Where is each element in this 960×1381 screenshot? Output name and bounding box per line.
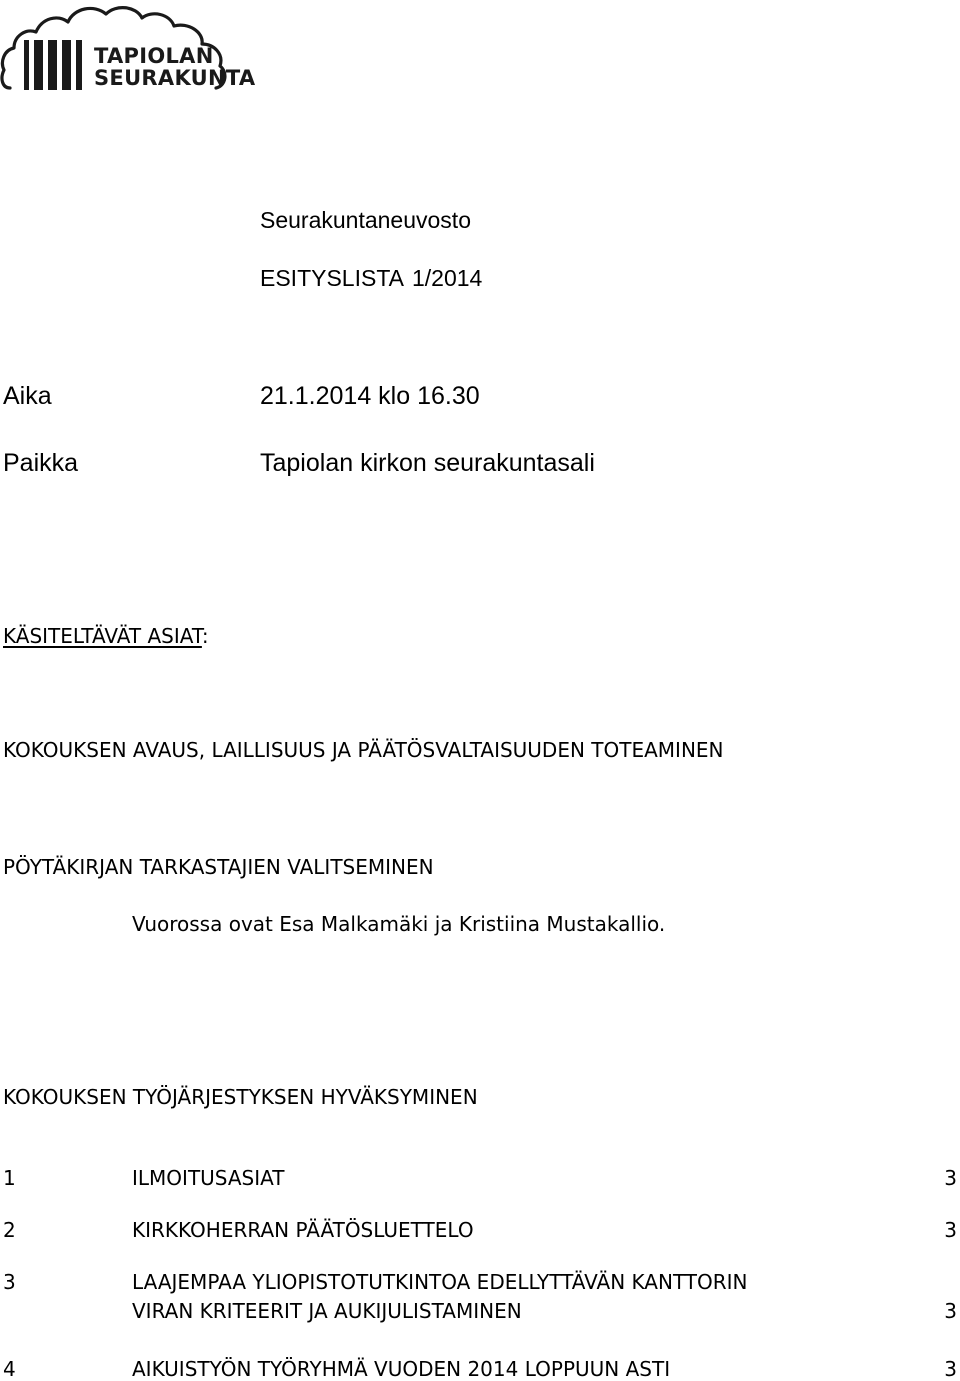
item-page: 3 — [944, 1218, 957, 1242]
item-title: AIKUISTYÖN TYÖRYHMÄ VUODEN 2014 LOPPUUN ASTI — [132, 1357, 671, 1381]
order-approval-item: KOKOUKSEN TYÖJÄRJESTYKSEN HYVÄKSYMINEN — [3, 1085, 478, 1109]
place-value: Tapiolan kirkon seurakuntasali — [260, 449, 595, 477]
item-title-line-2: VIRAN KRITEERIT JA AUKIJULISTAMINEN — [132, 1299, 522, 1323]
agenda-item — [0, 1218, 960, 1242]
time-label: Aika — [3, 382, 52, 410]
item-number: 3 — [3, 1270, 16, 1294]
section-heading-colon: : — [201, 624, 209, 648]
opening-item: KOKOUKSEN AVAUS, LAILLISUUS JA PÄÄTÖSVALTAISUUDEN TOTEAMINEN — [3, 738, 724, 762]
place-label: Paikka — [3, 449, 79, 477]
agenda-item — [0, 1357, 960, 1381]
item-page: 3 — [944, 1299, 957, 1323]
section-heading — [3, 624, 209, 648]
item-number: 1 — [3, 1166, 16, 1190]
item-title-line-1: LAAJEMPAA YLIOPISTOTUTKINTOA EDELLYTTÄVÄN KANTTORIN — [132, 1270, 748, 1294]
agenda-label: ESITYSLISTA — [260, 265, 405, 291]
logo-line-2: SEURAKUNTA — [94, 66, 256, 90]
parish-logo — [0, 0, 256, 96]
agenda-item — [0, 1270, 960, 1326]
minutes-checkers-note: Vuorossa ovat Esa Malkamäki ja Kristiina Mustakallio. — [132, 912, 666, 936]
item-page: 3 — [944, 1166, 957, 1190]
item-page: 3 — [944, 1357, 957, 1381]
item-number: 2 — [3, 1218, 16, 1242]
agenda-item — [0, 1166, 960, 1190]
item-number: 4 — [3, 1357, 16, 1381]
agenda-number: 1/2014 — [412, 265, 483, 291]
logo-line-1: TAPIOLAN — [94, 44, 214, 68]
time-value: 21.1.2014 klo 16.30 — [260, 382, 480, 410]
item-title: KIRKKOHERRAN PÄÄTÖSLUETTELO — [132, 1218, 474, 1242]
section-heading-text: KÄSITELTÄVÄT ASIAT — [3, 624, 202, 648]
item-title: ILMOITUSASIAT — [132, 1166, 285, 1190]
council-name: Seurakuntaneuvosto — [260, 207, 471, 233]
minutes-checkers-item: PÖYTÄKIRJAN TARKASTAJIEN VALITSEMINEN — [3, 855, 434, 879]
